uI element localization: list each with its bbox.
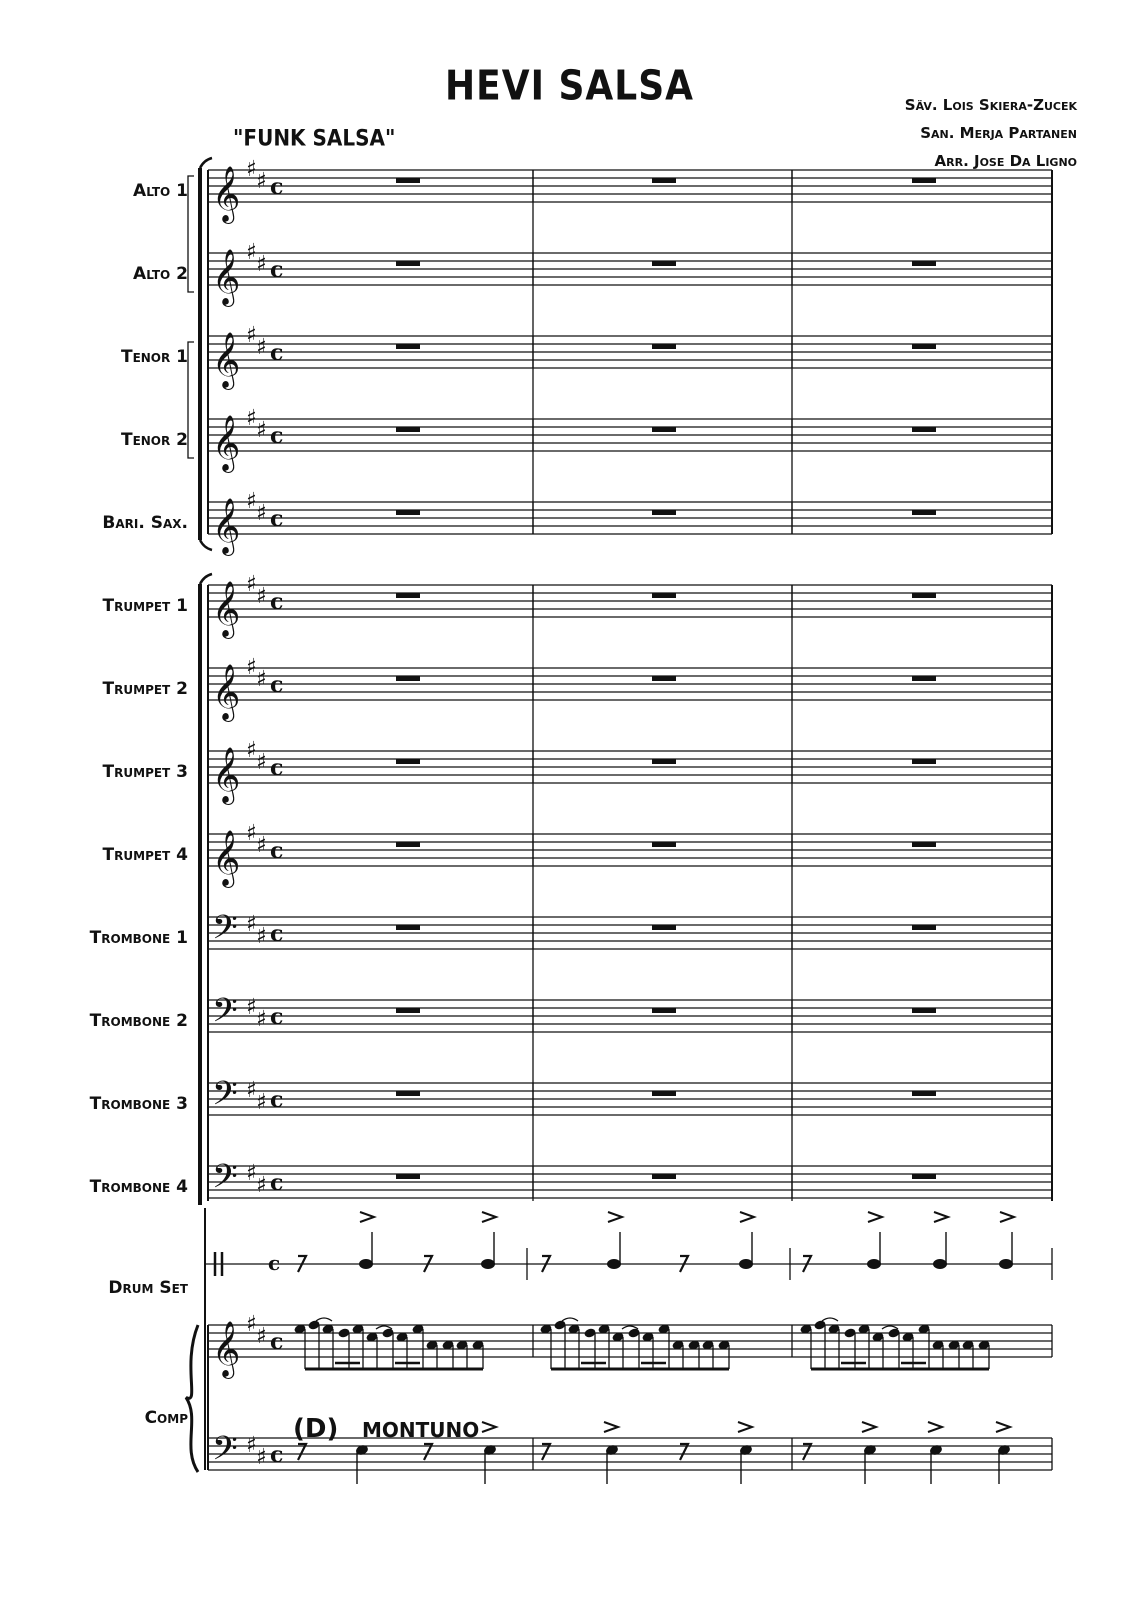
treble-clef-icon: 𝄞 [212,581,241,637]
sharp-c-icon: ♯ [256,667,267,692]
sharp-c-icon: ♯ [256,833,267,858]
instrument-label-trombone-1: Trombone 1 [89,928,188,948]
whole-rest [396,593,420,598]
accent-icon [604,1422,618,1432]
accent-icon [996,1422,1010,1432]
whole-rest [912,925,936,930]
time-signature-common: c [270,1170,284,1196]
drum-note [481,1259,495,1269]
instrument-label-drum-set: Drum Set [108,1278,188,1298]
whole-rest [652,178,676,183]
sharp-c-icon: ♯ [256,1324,267,1349]
whole-rest [396,1174,420,1179]
time-signature-common: c [270,838,284,864]
whole-rest [652,427,676,432]
instrument-label-trombone-4: Trombone 4 [89,1177,188,1197]
whole-rest [396,925,420,930]
drum-note [739,1259,753,1269]
instrument-label-trombone-3: Trombone 3 [89,1094,188,1114]
whole-rest [396,510,420,515]
whole-rest [912,427,936,432]
whole-rest [912,842,936,847]
brace-icon [186,1325,198,1472]
bass-clef-icon: 𝄢 [212,992,238,1038]
time-signature-common: c [270,257,284,283]
time-signature-common: c [270,1004,284,1030]
sharp-c-icon: ♯ [256,750,267,775]
tempo-marking: "FUNK SALSA" [233,124,396,152]
whole-rest [396,676,420,681]
treble-clef-icon: 𝄞 [212,664,241,720]
whole-rest [912,593,936,598]
sharp-f-icon: ♯ [246,240,257,265]
sharp-f-icon: ♯ [246,489,257,514]
accent-icon [868,1212,882,1222]
instrument-label-trombone-2: Trombone 2 [89,1011,188,1031]
sharp-f-icon: ♯ [246,1078,257,1103]
treble-clef-icon: 𝄞 [212,332,241,388]
sub-bracket-altos [188,176,194,292]
time-signature-common: c [270,506,284,532]
instrument-label-trumpet-2: Trumpet 2 [102,679,188,699]
whole-rest [912,1174,936,1179]
instrument-label-tenor-1: Tenor 1 [120,347,188,367]
sharp-f-icon: ♯ [246,157,257,182]
drum-note [933,1259,947,1269]
bass-clef-icon: 𝄢 [212,1158,238,1204]
bass-clef-icon: 𝄢 [212,1430,238,1476]
sharp-c-icon: ♯ [256,584,267,609]
drum-note [607,1259,621,1269]
tie [376,1326,392,1329]
bracket-hook [200,158,212,168]
sharp-f-icon: ♯ [246,406,257,431]
credit-lyricist: San. Merja Partanen [920,124,1077,142]
sharp-c-icon: ♯ [256,1173,267,1198]
drum-note [359,1259,373,1269]
whole-rest [652,1091,676,1096]
instrument-label-bari-sax: Bari. Sax. [102,513,188,533]
sharp-f-icon: ♯ [246,1161,257,1186]
whole-rest [396,178,420,183]
instrument-label-alto-2: Alto 2 [133,264,188,284]
sharp-f-icon: ♯ [246,912,257,937]
sharp-f-icon: ♯ [246,1433,257,1458]
bracket-hook [200,540,212,550]
accent-icon [928,1422,942,1432]
time-signature-common: c [270,921,284,947]
sharp-c-icon: ♯ [256,1445,267,1470]
tie [622,1326,638,1329]
instrument-label-trumpet-4: Trumpet 4 [102,845,188,865]
treble-clef-icon: 𝄞 [212,747,241,803]
whole-rest [912,261,936,266]
section-text: MONTUNO [362,1418,480,1442]
whole-rest [652,1174,676,1179]
bass-clef-icon: 𝄢 [212,909,238,955]
whole-rest [652,510,676,515]
whole-rest [396,261,420,266]
bass-clef-icon: 𝄢 [212,1075,238,1121]
whole-rest [652,925,676,930]
instrument-label-trumpet-3: Trumpet 3 [102,762,188,782]
sharp-f-icon: ♯ [246,821,257,846]
accent-icon [360,1212,374,1222]
sharp-c-icon: ♯ [256,501,267,526]
tie [882,1326,898,1329]
whole-rest [396,842,420,847]
time-signature-common: c [270,423,284,449]
whole-rest [912,344,936,349]
time-signature-common: c [270,1087,284,1113]
instrument-label-tenor-2: Tenor 2 [120,430,188,450]
time-signature-common: c [270,1329,284,1355]
whole-rest [652,842,676,847]
whole-rest [912,676,936,681]
accent-icon [740,1212,754,1222]
sharp-c-icon: ♯ [256,169,267,194]
accent-icon [934,1212,948,1222]
sharp-c-icon: ♯ [256,924,267,949]
sharp-f-icon: ♯ [246,572,257,597]
sharp-c-icon: ♯ [256,1007,267,1032]
accent-icon [1000,1212,1014,1222]
time-signature-common: c [270,589,284,615]
time-signature-common: c [270,174,284,200]
sharp-f-icon: ♯ [246,995,257,1020]
instrument-label-trumpet-1: Trumpet 1 [102,596,188,616]
whole-rest [652,261,676,266]
tie [822,1318,838,1321]
sharp-c-icon: ♯ [256,335,267,360]
tie [316,1318,332,1321]
drum-note [867,1259,881,1269]
accent-icon [608,1212,622,1222]
credit-composer: Säv. Lois Skiera-Zucek [904,96,1077,114]
whole-rest [912,1008,936,1013]
whole-rest [396,344,420,349]
time-signature-common: c [270,755,284,781]
sub-bracket-tenors [188,342,194,458]
accent-icon [482,1212,496,1222]
sharp-f-icon: ♯ [246,323,257,348]
whole-rest [396,1008,420,1013]
whole-rest [912,1091,936,1096]
accent-icon [862,1422,876,1432]
whole-rest [652,593,676,598]
accent-icon [738,1422,752,1432]
credit-arranger: Arr. Jose Da Ligno [934,152,1077,170]
treble-clef-icon: 𝄞 [212,249,241,305]
score-title: HEVI SALSA [444,62,695,111]
sharp-c-icon: ♯ [256,1090,267,1115]
accent-icon [482,1422,496,1432]
tie [562,1318,578,1321]
drum-time-signature: c [268,1251,281,1275]
whole-rest [912,178,936,183]
whole-rest [652,344,676,349]
sharp-f-icon: ♯ [246,655,257,680]
whole-rest [912,510,936,515]
whole-rest [396,427,420,432]
time-signature-common: c [270,672,284,698]
whole-rest [652,676,676,681]
whole-rest [652,1008,676,1013]
sharp-f-icon: ♯ [246,1312,257,1337]
treble-clef-icon: 𝄞 [212,498,241,554]
instrument-label-comp: Comp [144,1408,188,1428]
sharp-c-icon: ♯ [256,252,267,277]
treble-clef-icon: 𝄞 [212,166,241,222]
whole-rest [912,759,936,764]
treble-clef-icon: 𝄞 [212,415,241,471]
bracket-hook [200,574,212,584]
rehearsal-mark: (D) [293,1414,339,1444]
drum-note [999,1259,1013,1269]
whole-rest [396,759,420,764]
instrument-label-alto-1: Alto 1 [133,181,188,201]
whole-rest [652,759,676,764]
treble-clef-icon: 𝄞 [212,830,241,886]
time-signature-common: c [270,1442,284,1468]
sharp-f-icon: ♯ [246,738,257,763]
whole-rest [396,1091,420,1096]
time-signature-common: c [270,340,284,366]
treble-clef-icon: 𝄞 [212,1321,241,1377]
sharp-c-icon: ♯ [256,418,267,443]
